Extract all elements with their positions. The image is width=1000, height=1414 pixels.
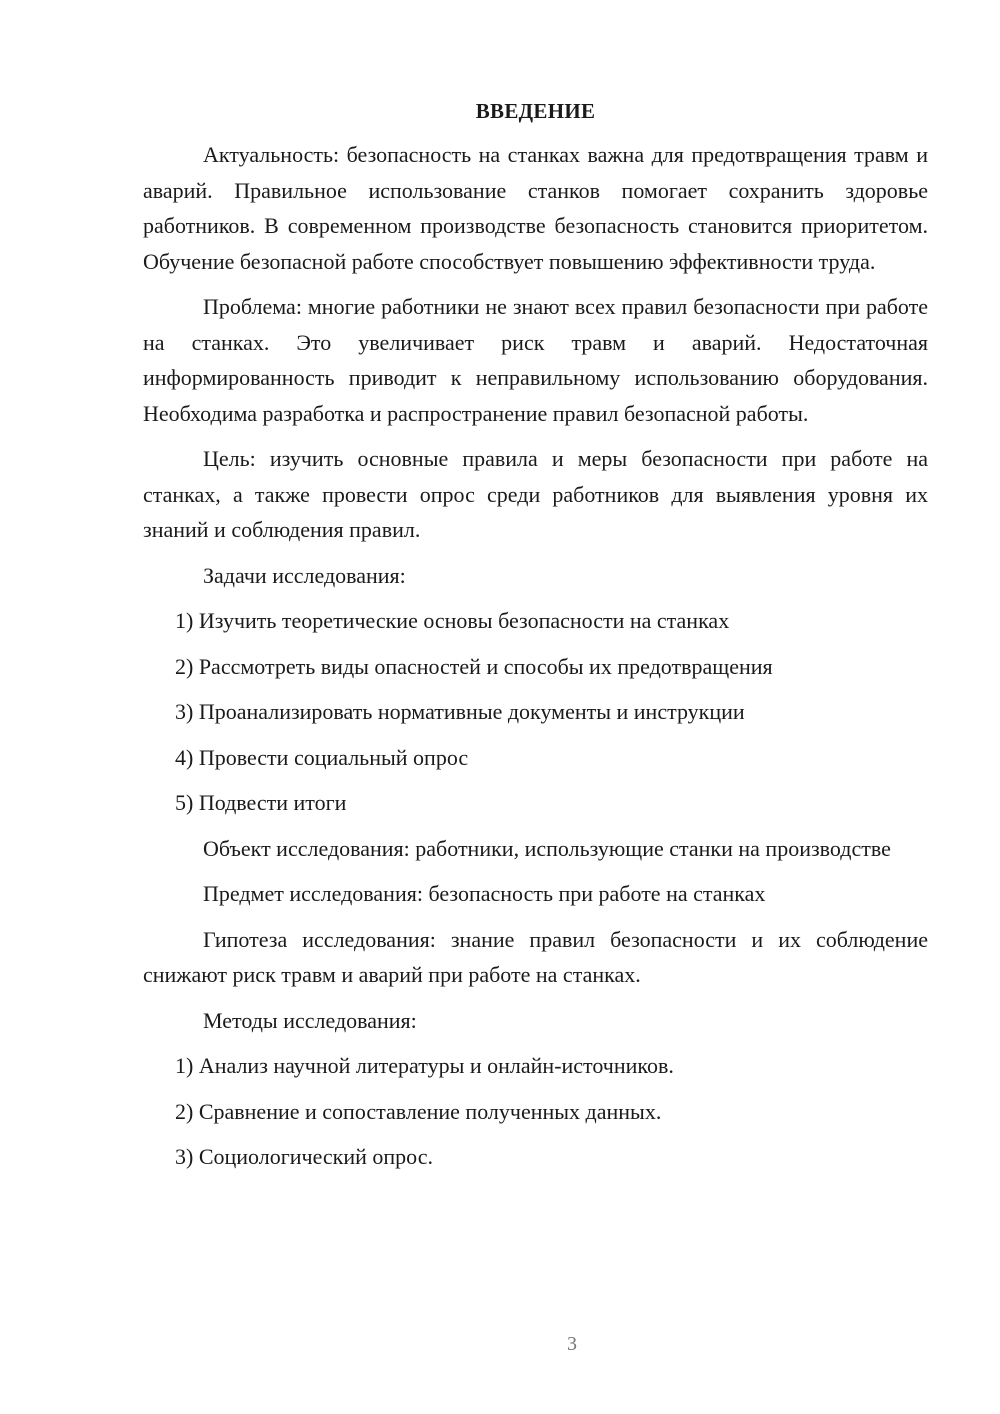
document-page bbox=[143, 95, 928, 1185]
page-number: 3 bbox=[567, 1333, 577, 1355]
task-item: 1) Изучить теоретические основы безопасности на станках bbox=[175, 608, 730, 633]
task-item: 3) Проанализировать нормативные документы и инструкции bbox=[175, 699, 745, 724]
section-title: ВВЕДЕНИЕ bbox=[475, 99, 596, 123]
problem-paragraph: Проблема: многие работники не знают всех правил безопасности при работе на станках. Это увеличивает риск травм и аварий. Недостаточная информированность приводит к неправильному использованию оборудования. Необходима разработка и распространение правил безопасной работы. bbox=[143, 294, 928, 426]
relevance-paragraph: Актуальность: безопасность на станках важна для предотвращения травм и аварий. Правильное использование станков помогает сохранить здоровье работников. В современном производстве безопасность становится приоритетом. Обучение безопасной работе способствует повышению эффективности труда. bbox=[143, 142, 928, 274]
methods-list bbox=[143, 1048, 928, 1175]
task-item: 5) Подвести итоги bbox=[175, 790, 347, 815]
tasks-list bbox=[143, 603, 928, 821]
object-paragraph: Объект исследования: работники, использующие станки на производстве bbox=[203, 835, 891, 861]
method-item: 3) Социологический опрос. bbox=[175, 1144, 433, 1169]
task-item: 2) Рассмотреть виды опасностей и способы их предотвращения bbox=[175, 653, 773, 679]
subject-paragraph: Предмет исследования: безопасность при работе на станках bbox=[203, 881, 766, 906]
method-item: 1) Анализ научной литературы и онлайн-источников. bbox=[175, 1053, 674, 1078]
task-item: 4) Провести социальный опрос bbox=[175, 744, 469, 770]
methods-heading: Методы исследования: bbox=[203, 1007, 417, 1033]
goal-paragraph: Цель: изучить основные правила и меры безопасности при работе на станках, а также провести опрос среди работников для выявления уровня их знаний и соблюдения правил. bbox=[143, 446, 928, 542]
method-item: 2) Сравнение и сопоставление полученных данных. bbox=[175, 1098, 662, 1124]
tasks-heading: Задачи исследования: bbox=[203, 562, 406, 588]
hypothesis-paragraph: Гипотеза исследования: знание правил безопасности и их соблюдение снижают риск травм и аварий при работе на станках. bbox=[143, 926, 928, 987]
